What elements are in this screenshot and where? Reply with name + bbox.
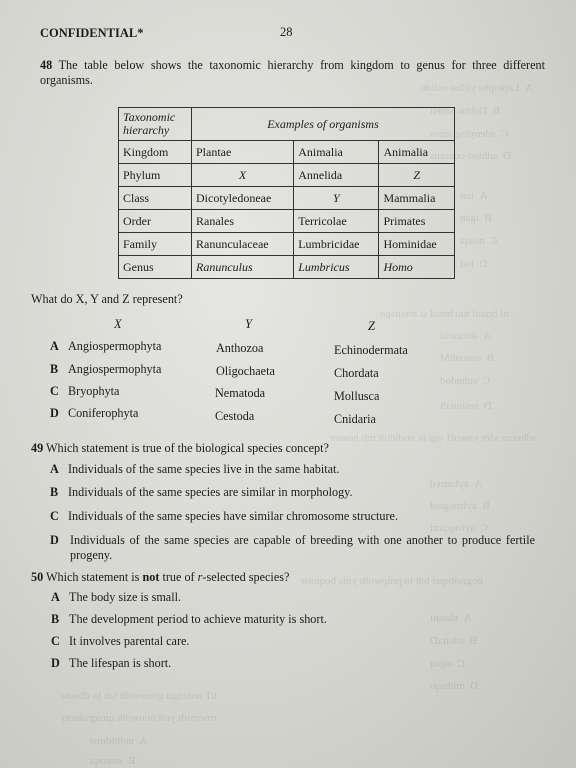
- option-49-d[interactable]: [50, 533, 535, 563]
- option-letter: D: [51, 656, 60, 670]
- option-letter: C: [51, 634, 60, 648]
- option-48-b-y: Oligochaeta: [216, 364, 275, 378]
- bleed-through-text: B sdoitaD: [430, 635, 478, 647]
- table-header-examples: Examples of organisms: [192, 108, 455, 141]
- bleed-through-text: D muhsqo: [430, 680, 479, 692]
- question-number: 48: [40, 58, 53, 72]
- table-cell: Lumbricus: [294, 256, 379, 279]
- option-48-a-y: Anthozoa: [216, 341, 264, 355]
- bleed-through-text: D adhtoo ocuorus: [430, 150, 511, 162]
- table-cell: Ranales: [192, 210, 294, 233]
- table-header-hierarchy: Taxonomic hierarchy: [119, 108, 192, 141]
- question-text: Which statement is true of the biological species concept?: [46, 441, 329, 455]
- table-cell: Primates: [379, 210, 455, 233]
- option-48-c[interactable]: [50, 384, 119, 399]
- table-row: [119, 233, 455, 256]
- table-cell: Class: [119, 187, 192, 210]
- option-48-b-z: Chordata: [334, 366, 379, 380]
- column-x-heading: X: [114, 317, 122, 331]
- option-letter: B: [50, 485, 59, 499]
- option-text: It involves parental care.: [69, 634, 190, 648]
- option-letter: A: [50, 462, 59, 476]
- question-text: The table below shows the taxonomic hierarchy from kingdom to genus for three different organisms.: [40, 58, 545, 87]
- table-row: [119, 187, 455, 210]
- table-cell: Mammalia: [379, 187, 455, 210]
- table-row: [119, 141, 455, 164]
- bleed-through-text: D lod: [460, 258, 488, 270]
- table-row: [119, 210, 455, 233]
- question-48-prompt: What do X, Y and Z represent?: [31, 292, 183, 306]
- bleed-through-text: nogroibqsri bdt to pnipwolb ynts boqmtw: [300, 575, 484, 587]
- table-row: [119, 256, 455, 279]
- bleed-through-text: C ayfoqqimi: [430, 522, 489, 534]
- option-letter: D: [50, 533, 59, 547]
- table-cell: Hominidae: [379, 233, 455, 256]
- option-text: Individuals of the same species live in the same habitat.: [68, 462, 340, 476]
- table-cell: Y: [294, 187, 379, 210]
- option-x: Angiospermophyta: [68, 339, 162, 353]
- table-cell: Order: [119, 210, 192, 233]
- bleed-through-text: A nolhidmst: [90, 735, 148, 747]
- bleed-through-text: B igan: [460, 212, 492, 224]
- table-cell: Z: [379, 164, 455, 187]
- option-48-d[interactable]: [50, 406, 138, 421]
- table-cell: Family: [119, 233, 192, 256]
- bleed-through-text: B Dulino smell: [430, 105, 500, 117]
- option-48-c-z: Mollusca: [334, 389, 380, 403]
- table-cell: Ranunculus: [192, 256, 294, 279]
- option-49-a[interactable]: [50, 462, 339, 477]
- option-text: The lifespan is short.: [69, 656, 172, 670]
- option-x: Bryophyta: [68, 384, 120, 398]
- bleed-through-text: A Leptophs ylilbo eolido: [420, 82, 534, 94]
- option-48-b[interactable]: [50, 362, 161, 377]
- option-text: Individuals of the same species are similar in morphology.: [68, 485, 353, 499]
- page-number: 28: [280, 25, 293, 39]
- option-letter: B: [50, 362, 59, 376]
- question-number: 49: [31, 441, 44, 455]
- table-cell: Terricolae: [294, 210, 379, 233]
- confidential-header: CONFIDENTIAL*: [40, 26, 144, 40]
- option-text: Individuals of the same species have similar chromosome structure.: [68, 509, 398, 523]
- bleed-through-text: B smroqa: [90, 755, 136, 767]
- bleed-through-text: C adenylog smos: [430, 128, 509, 140]
- option-48-a-z: Echinodermata: [334, 343, 408, 357]
- bleed-through-text: C suhndod: [440, 375, 491, 387]
- question-49-stem: [31, 441, 551, 456]
- question-text: Which statement is not true of r-selected species?: [46, 570, 290, 584]
- option-49-b[interactable]: [50, 485, 353, 500]
- bleed-through-text: A nkoini: [430, 612, 472, 624]
- bleed-through-text: rtnomirb ynil nouwolk qmiqrulnoiy: [60, 712, 217, 724]
- question-number: 50: [31, 570, 44, 584]
- table-cell: Phylum: [119, 164, 192, 187]
- option-text: The development period to achieve maturity is short.: [69, 612, 327, 626]
- bleed-through-text: C nolqa: [460, 235, 498, 247]
- bleed-through-text: ni bnuol tuu bmid si meinsgo: [380, 308, 509, 320]
- option-letter: D: [50, 406, 59, 420]
- option-x: Angiospermophyta: [68, 362, 162, 376]
- option-letter: A: [51, 590, 60, 604]
- table-row: [119, 164, 455, 187]
- table-cell: X: [192, 164, 294, 187]
- table-header-row: [119, 108, 455, 141]
- column-y-heading: Y: [245, 317, 252, 331]
- table-cell: Homo: [379, 256, 455, 279]
- option-48-a[interactable]: [50, 339, 161, 354]
- option-48-d-y: Cestoda: [215, 409, 255, 423]
- option-49-c[interactable]: [50, 509, 398, 524]
- option-letter: B: [51, 612, 60, 626]
- table-cell: Dicotyledoneae: [192, 187, 294, 210]
- option-letter: A: [50, 339, 59, 353]
- option-50-a[interactable]: [51, 590, 181, 605]
- bleed-through-text: adhnom xlm ynwol1 ogi ni nodiduit mb nosem: [330, 432, 537, 444]
- table-cell: Kingdom: [119, 141, 192, 164]
- bleed-through-text: C elpiq: [430, 658, 465, 670]
- option-48-d-z: Cnidaria: [334, 412, 376, 426]
- column-z-heading: Z: [368, 319, 375, 333]
- option-50-c[interactable]: [51, 634, 189, 649]
- question-50-stem: [31, 570, 551, 585]
- bleed-through-text: B ayfmogeid: [430, 500, 490, 512]
- bleed-through-text: B sunonbM: [440, 352, 495, 364]
- bleed-through-text: A ion: [460, 190, 488, 202]
- taxonomy-table: [118, 107, 455, 279]
- option-x: Coniferophyta: [68, 406, 139, 420]
- option-50-d[interactable]: [51, 656, 171, 671]
- option-text: Individuals of the same species are capable of breeding with one another to produce fertile progeny.: [70, 533, 535, 562]
- option-48-c-y: Nematoda: [215, 386, 266, 400]
- option-text: The body size is small.: [69, 590, 182, 604]
- option-50-b[interactable]: [51, 612, 327, 627]
- table-cell: Annelida: [294, 164, 379, 187]
- bleed-through-text: hT nohingu gnouwolb sdt lo dbndw: [60, 690, 218, 702]
- option-letter: C: [50, 509, 59, 523]
- bleed-through-text: A sinonoid: [440, 330, 492, 342]
- table-cell: Animalia: [379, 141, 455, 164]
- option-letter: C: [50, 384, 59, 398]
- table-cell: Plantae: [192, 141, 294, 164]
- bleed-through-text: A ayfomyd: [430, 478, 483, 490]
- table-cell: Genus: [119, 256, 192, 279]
- bleed-through-text: D sesinuaS: [440, 400, 492, 412]
- table-cell: Lumbricidae: [294, 233, 379, 256]
- question-48-stem: [40, 58, 545, 88]
- table-cell: Ranunculaceae: [192, 233, 294, 256]
- table-cell: Animalia: [294, 141, 379, 164]
